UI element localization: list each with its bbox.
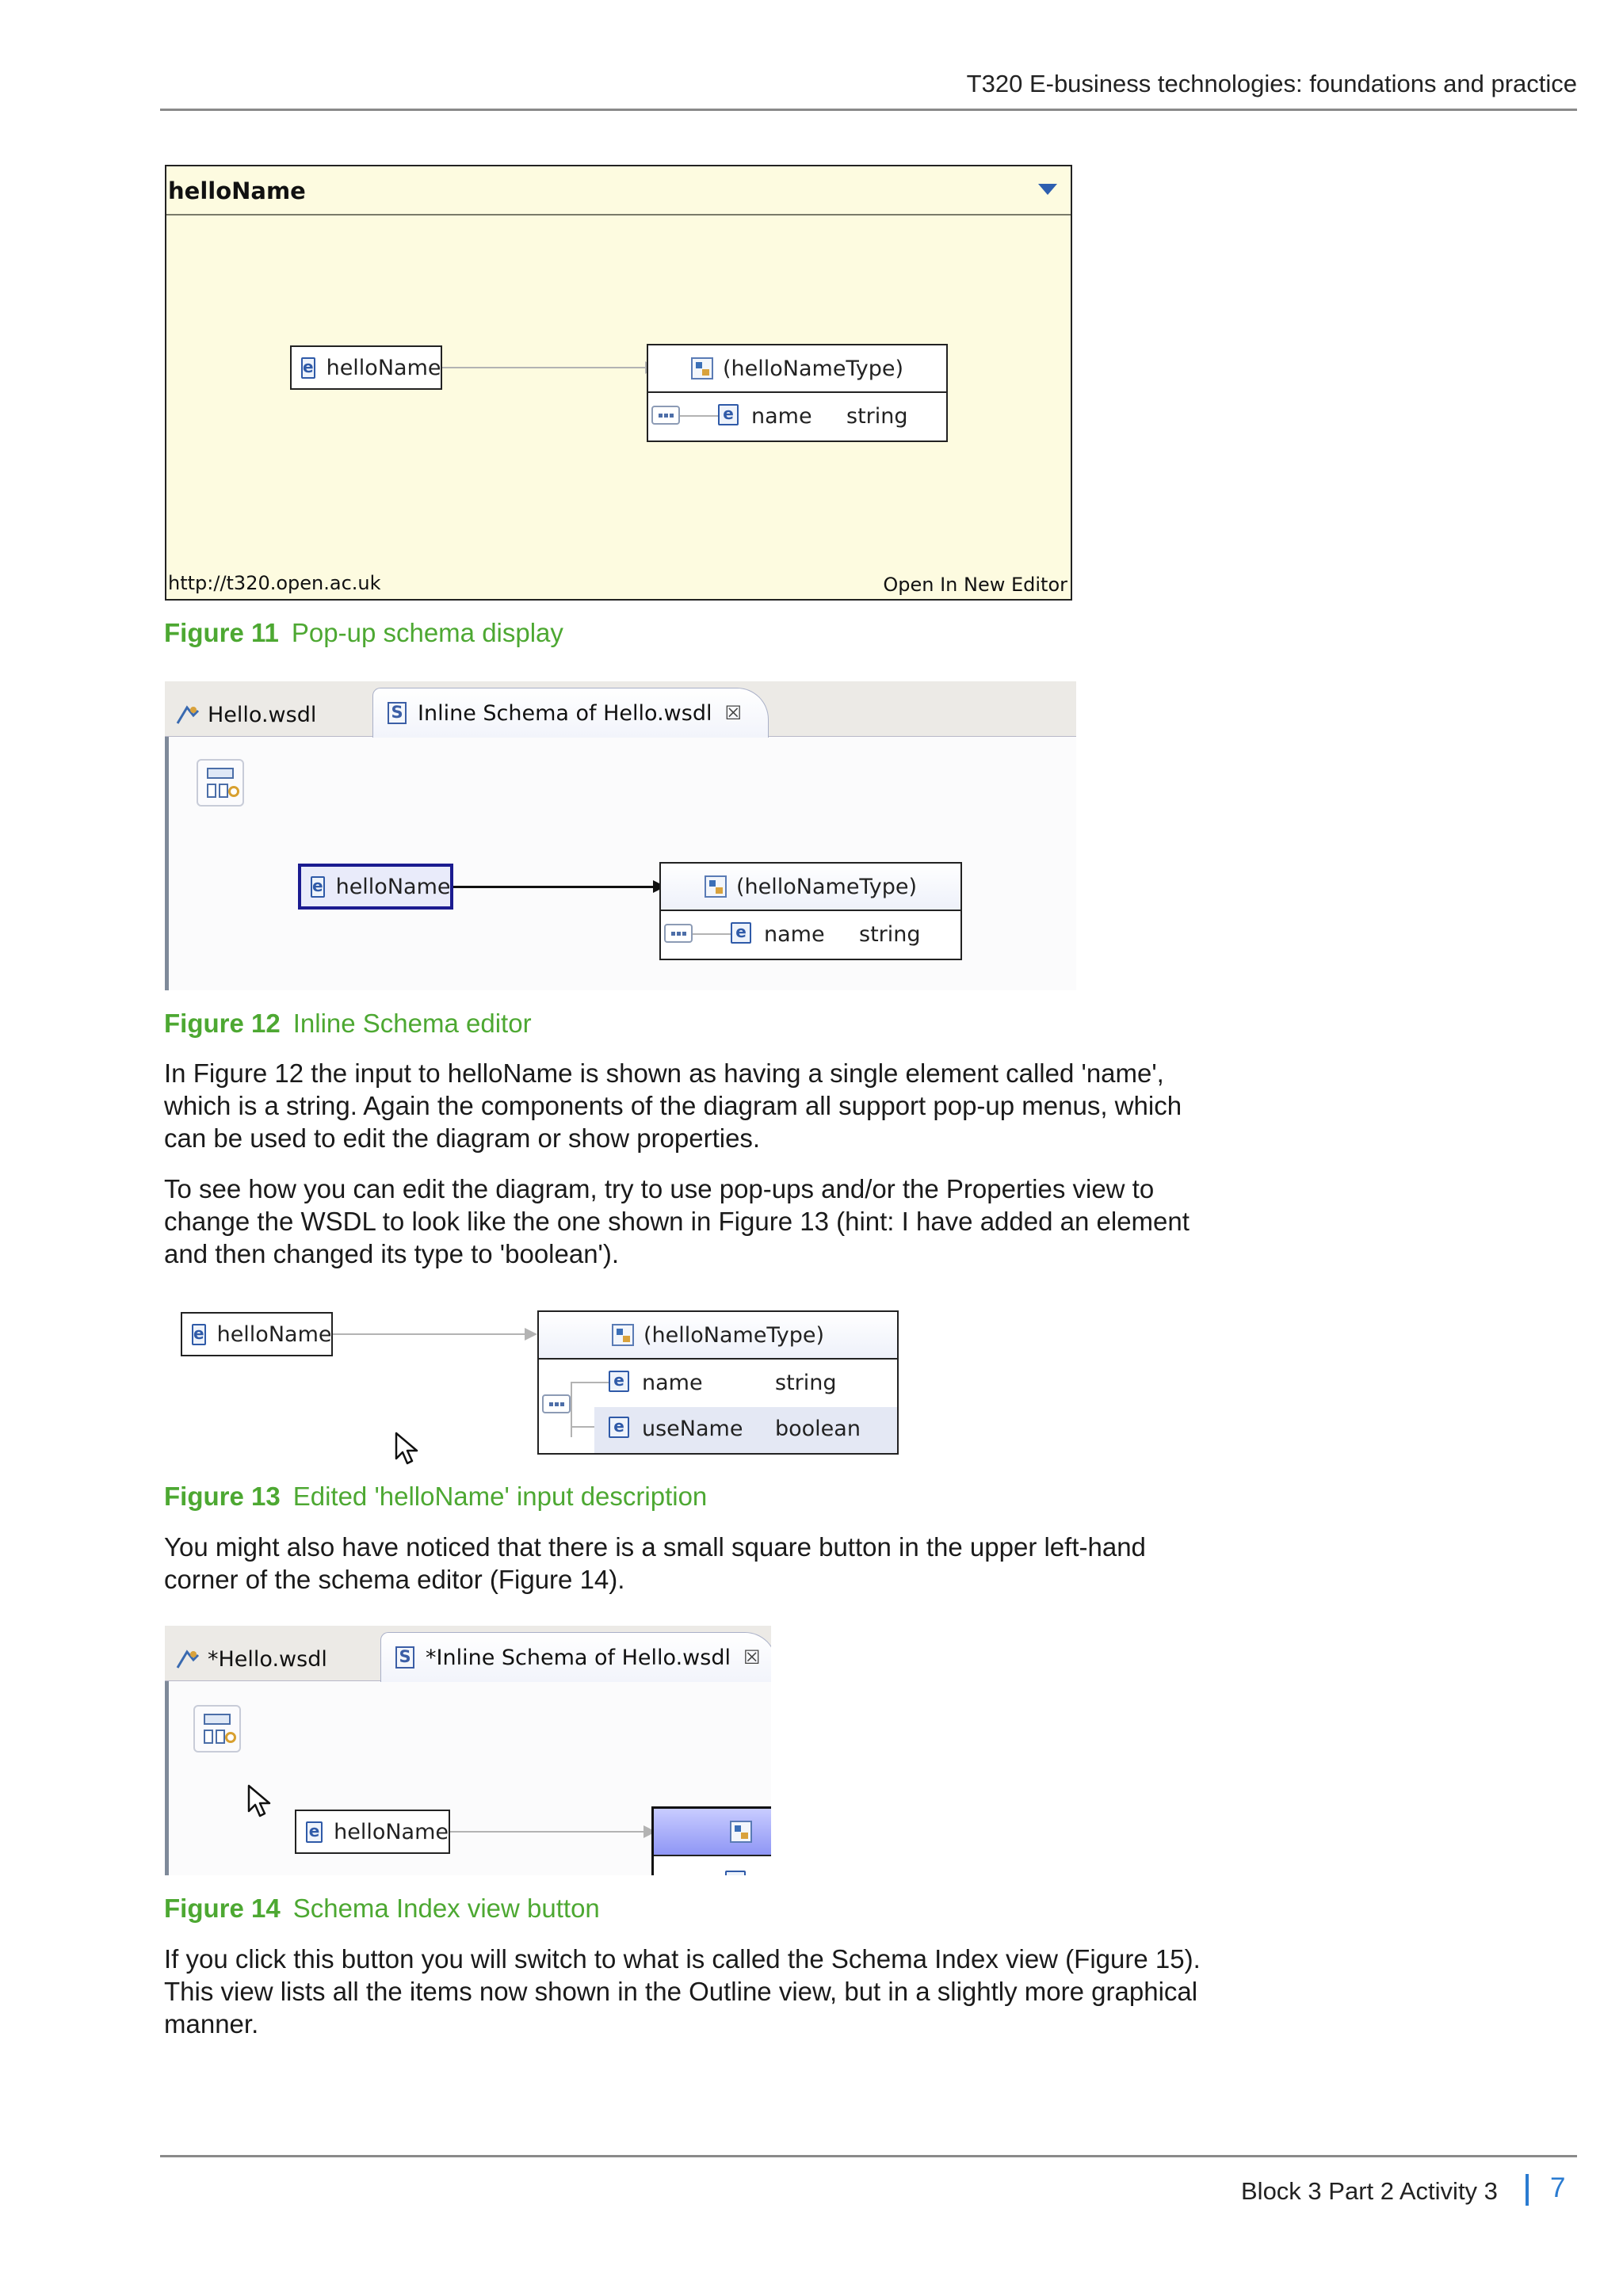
body-paragraph-1: In Figure 12 the input to helloName is shown as having a single element called 'name', which is a string. Again the components of the diagram all support pop-up menus, which can be used to edit the diagram or show properties. [164,1058,1182,1153]
row-type: string [859,922,921,947]
tab-label: Hello.wsdl [208,702,317,727]
caption-text: Inline Schema editor [292,1009,532,1038]
complex-type-icon [705,875,727,898]
element-icon [725,1871,746,1875]
sequence-icon[interactable] [664,924,693,943]
popup-title: helloName [168,177,306,204]
mouse-pointer-icon [395,1432,422,1466]
sequence-line [680,415,718,417]
sequence-icon[interactable] [651,406,680,425]
row-name: name [642,1371,703,1395]
wsdl-file-icon [176,1649,200,1669]
figure-14-editor [165,1626,771,1875]
element-label: helloName [334,1819,449,1844]
row-name: name [764,922,825,947]
type-name: (helloNameType) [736,874,917,899]
caption-text: Edited 'helloName' input description [292,1482,708,1511]
complex-type-box[interactable] [659,862,962,960]
complex-type-icon [730,1821,752,1843]
schema-file-icon: S [388,702,407,724]
popup-footer-url: http://t320.open.ac.uk [168,572,381,594]
type-header [539,1312,897,1360]
type-header [661,864,960,911]
element-label: helloName [216,1322,332,1347]
header-rule [160,109,1577,111]
element-box[interactable] [295,1810,450,1854]
figure-11-caption [164,618,563,648]
schema-index-icon [228,786,239,797]
connector-line [333,1333,533,1335]
connector-line [450,1831,651,1833]
popup-title-bar [166,166,1071,215]
complex-type-box[interactable] [647,344,948,442]
type-header [648,345,946,393]
body-paragraph-4: If you click this button you will switch to what is called the Schema Index view (Figure 15). This view lists all the items now shown in the Outline view, but in a slightly more graphical manner. [164,1944,1201,2039]
body-paragraph-2: To see how you can edit the diagram, try to use pop-ups and/or the Properties view to change the WSDL to look like the one shown in Figure 13 (hint: I have added an element and then changed its type to 'boolean'). [164,1174,1190,1268]
tab-label: Inline Schema of Hello.wsdl [418,700,712,726]
page-number: 7 [1550,2172,1566,2203]
row-type: string [846,404,908,429]
type-name: (helloNameType) [643,1322,824,1348]
connector-arrow [525,1328,537,1341]
sequence-line [571,1382,609,1383]
element-label: helloName [326,355,441,380]
footer-divider [1526,2174,1529,2206]
running-head: T320 E-business technologies: foundations and practice [966,70,1577,97]
element-icon: e [731,922,751,944]
caption-text: Schema Index view button [292,1894,600,1923]
figure-13-caption [164,1482,707,1512]
connector-line [453,886,661,888]
element-icon: e [609,1371,629,1392]
tab-label: *Hello.wsdl [208,1646,327,1672]
tab-hello-wsdl[interactable] [176,1637,327,1681]
sequence-line [693,933,731,935]
element-box[interactable] [181,1312,333,1356]
tab-hello-wsdl[interactable] [176,692,316,737]
editor-left-border [165,737,169,990]
schema-file-icon: S [395,1646,414,1669]
element-label: helloName [335,874,451,899]
tab-label: *Inline Schema of Hello.wsdl [426,1645,731,1670]
tab-inline-schema[interactable] [380,1632,771,1682]
sequence-icon[interactable] [542,1394,571,1413]
figure-12-editor [165,681,1076,990]
figure-12-caption [164,1009,532,1039]
footer-section: Block 3 Part 2 Activity 3 [1241,2177,1498,2205]
schema-index-button[interactable] [197,759,244,807]
type-header [654,1809,771,1856]
row-name: name [751,404,812,429]
element-box-selected[interactable] [298,864,453,910]
element-icon: e [301,357,315,379]
type-name: (helloNameType) [723,356,903,381]
complex-type-icon [691,357,713,379]
sequence-branch [571,1382,572,1437]
close-icon[interactable]: ☒ [724,702,742,724]
caption-number: Figure 12 [164,1009,281,1038]
connector-line [442,367,647,368]
complex-type-box-partial[interactable] [651,1806,771,1875]
wsdl-file-icon [176,704,200,725]
footer-rule [160,2155,1577,2157]
figure-14-caption [164,1894,600,1924]
figure-13-diagram [165,1303,918,1474]
element-icon: e [609,1417,629,1438]
close-icon[interactable]: ☒ [743,1646,761,1669]
caption-number: Figure 14 [164,1894,281,1923]
mouse-pointer-icon [247,1784,274,1819]
element-icon: e [718,404,739,425]
schema-index-icon [225,1732,236,1743]
complex-type-box[interactable] [537,1310,899,1455]
tab-inline-schema[interactable] [372,688,769,738]
dropdown-arrow-icon[interactable] [1038,184,1057,195]
element-box[interactable] [290,345,442,390]
row-type: boolean [775,1417,861,1441]
editor-left-border [165,1681,169,1875]
open-in-new-editor-link[interactable]: Open In New Editor [883,574,1067,596]
complex-type-icon [612,1324,634,1346]
element-icon: e [311,876,325,898]
caption-number: Figure 11 [164,618,279,647]
element-icon: e [306,1821,323,1843]
row-name: useName [642,1417,743,1441]
caption-text: Pop-up schema display [291,618,563,647]
element-icon: e [192,1324,206,1345]
caption-number: Figure 13 [164,1482,281,1511]
body-paragraph-3: You might also have noticed that there is a small square button in the upper left-hand corner of the schema editor (Figure 14). [164,1532,1146,1594]
figure-11-popup [165,165,1072,601]
row-type: string [775,1371,837,1395]
schema-index-button[interactable] [193,1705,241,1753]
